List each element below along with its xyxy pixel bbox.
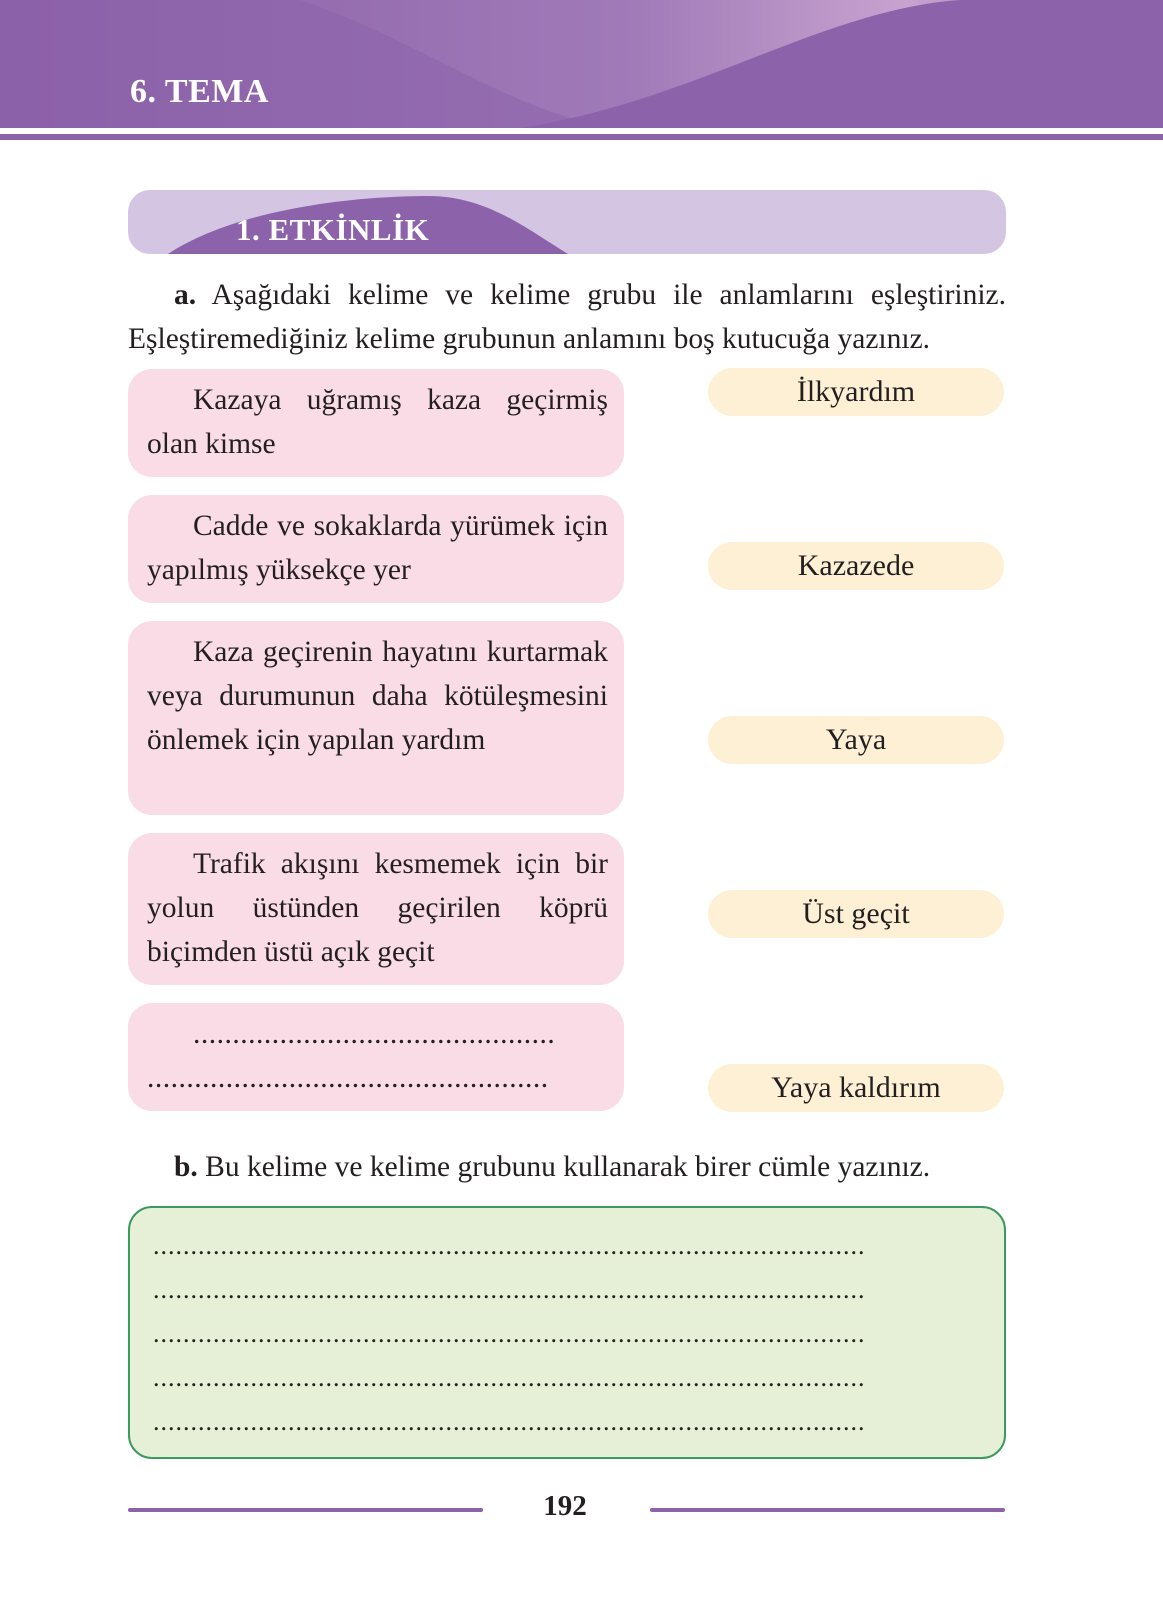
word-pill-ilkyardim[interactable]: İlkyardım <box>708 368 1004 416</box>
answer-line-1[interactable]: ............................................................................................... <box>153 1231 866 1260</box>
activity-title-bar <box>128 190 1006 254</box>
blank-line-1[interactable]: .............................................. <box>193 1018 556 1050</box>
footer-divider-right <box>650 1508 1005 1512</box>
answer-line-5[interactable]: ............................................................................................... <box>153 1407 866 1436</box>
word-pill-kazazede[interactable]: Kazazede <box>708 542 1004 590</box>
instruction-a-label: a. <box>174 279 197 311</box>
activity-title: 1. ETKİNLİK <box>236 212 430 247</box>
instruction-a-text: Aşağıdaki kelime ve kelime grubu ile anlamlarını eşleştiriniz. Eşleştiremediğiniz kelime grubunun anlamını boş kutucuğa yazınız. <box>128 279 1007 355</box>
answer-line-4[interactable]: ............................................................................................... <box>153 1363 866 1392</box>
definition-box-1: Kazaya uğramış kaza geçirmiş olan kimse <box>128 369 624 477</box>
header-band <box>0 0 1163 148</box>
instruction-b-text: Bu kelime ve kelime grubunu kullanarak birer cümle yazınız. <box>205 1151 931 1183</box>
blank-line-2[interactable]: ................................................... <box>147 1062 549 1094</box>
instruction-a <box>128 273 1006 361</box>
word-pill-ust-gecit[interactable]: Üst geçit <box>708 890 1004 938</box>
instruction-b-label: b. <box>174 1151 198 1183</box>
page-number: 192 <box>543 1490 587 1522</box>
definition-box-2: Cadde ve sokaklarda yürümek için yapılmış yüksekçe yer <box>128 495 624 603</box>
word-pill-yaya[interactable]: Yaya <box>708 716 1004 764</box>
answer-line-2[interactable]: ............................................................................................... <box>153 1275 866 1304</box>
word-pill-yaya-kaldirim[interactable]: Yaya kaldırım <box>708 1064 1004 1112</box>
definition-box-3: Kaza geçirenin hayatını kurtarmak veya durumunun daha kötüleşmesini önlemek için yapılan yardım <box>128 621 624 815</box>
instruction-b <box>128 1145 1006 1189</box>
definition-box-blank[interactable] <box>128 1003 624 1111</box>
definition-box-4: Trafik akışını kesmemek için bir yolun üstünden geçirilen köprü biçimden üstü açık geçit <box>128 833 624 985</box>
footer-divider-left <box>128 1508 483 1512</box>
theme-title: 6. TEMA <box>130 73 269 110</box>
answer-box[interactable] <box>128 1206 1006 1459</box>
answer-line-3[interactable]: ............................................................................................... <box>153 1319 866 1348</box>
